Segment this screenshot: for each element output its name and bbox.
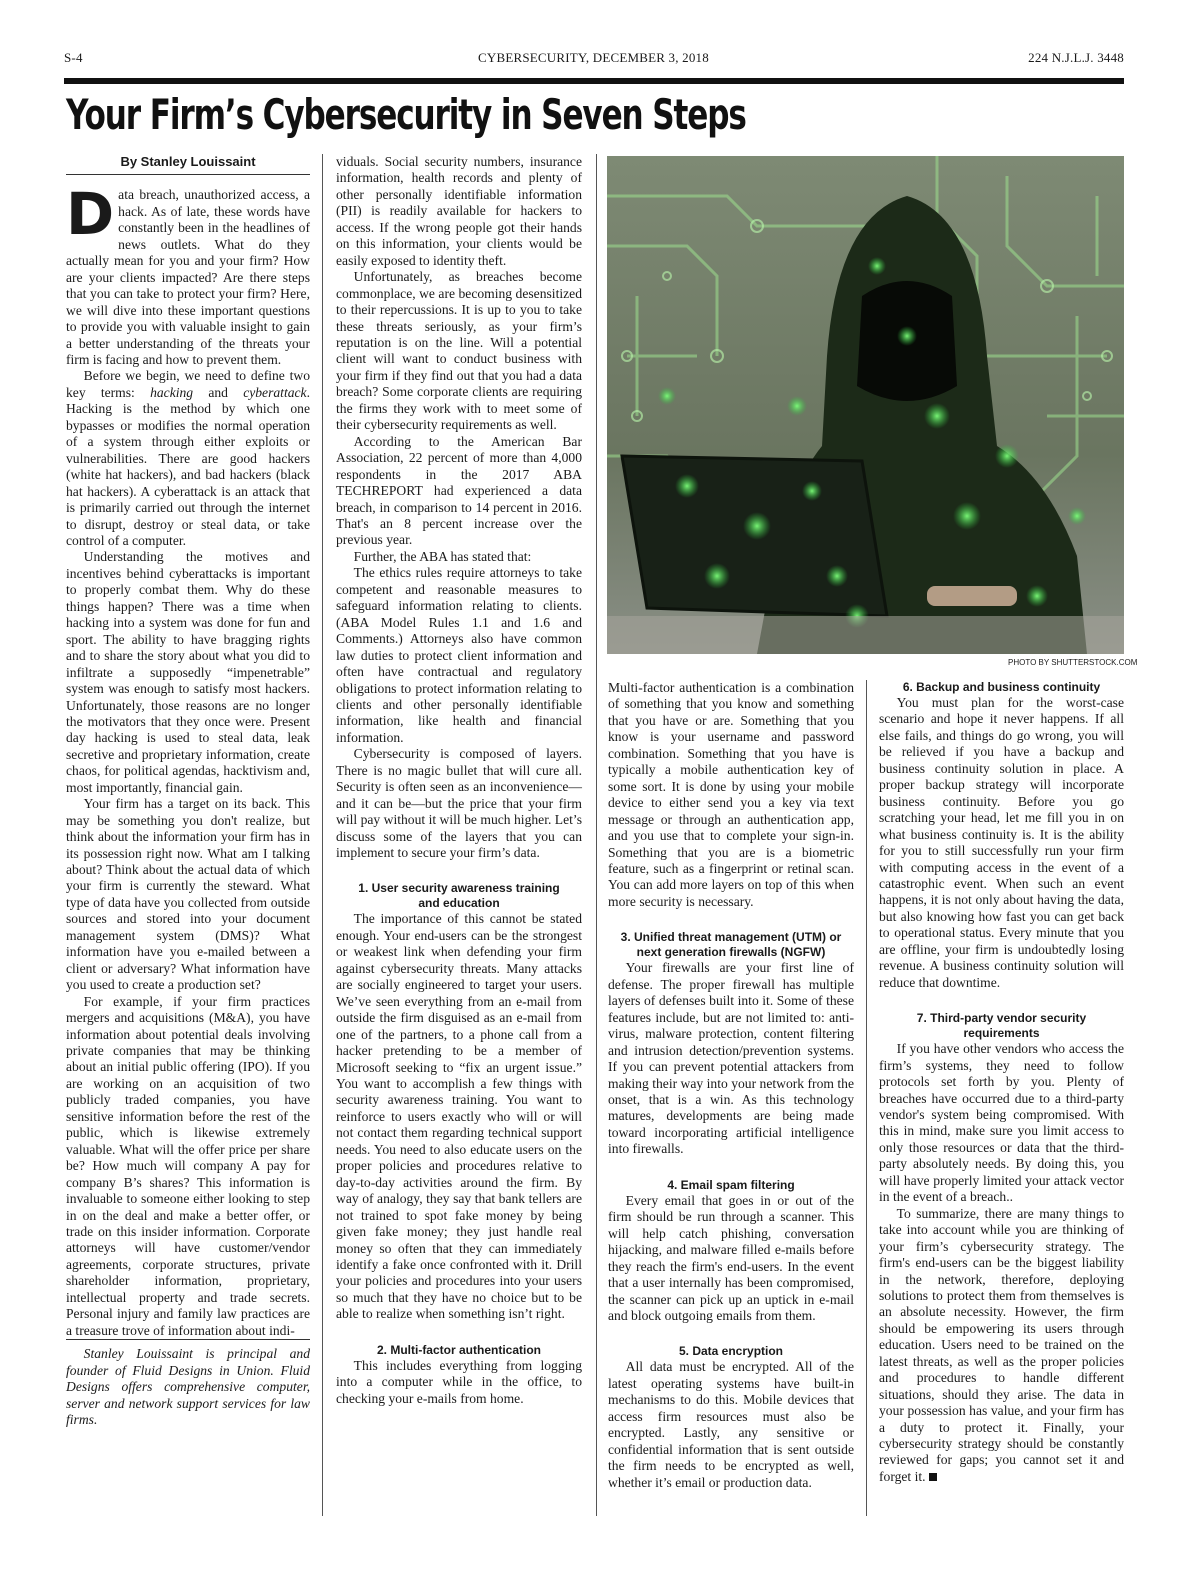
body-paragraph: Understanding the motives and incentives behind cyberattacks is important to properly combat them. Why do these things happen? There was a time when hacking into a system was done for fun and sport. The ability to have bragging rights and to share the story about what you did to infiltrate a supposedly “impenetrable” system was enough to satisfy most hackers. Unfortunately, those reasons are no longer the motivators that they once were. Present day hacking is used to steal data, leak secretive and proprietary information, create chaos, for political agendas, hacktivism and, most importantly, financial gain. <box>66 549 310 795</box>
column-3 <box>608 680 854 1491</box>
body-paragraph: For example, if your firm practices mergers and acquisitions (M&A), you have information about potential deals involving private companies that may be thinking about an initial public offering (IPO). If you are working on an acquisition of two publicly traded companies, you have sensitive information before the rest of the public, which is likewise extremely valuable. What will the offer price per share be? How much will company A pay for company B’s shares? This information is invaluable to someone either looking to step in on the deal and make a better offer, or trade on this insider information. Corporate attorneys will have customer/vendor agreements, corporate structures, private shareholder information, proprietary, intellectual property and trade secrets. Personal injury and family law practices are a treasure trove of information about indi- <box>66 993 310 1338</box>
section-heading-4: 4. Email spam filtering <box>667 1177 795 1192</box>
body-paragraph: Unfortunately, as breaches become commonplace, we are becoming desensitized to their repercussions. It is up to you to take these threats seriously, as your firm’s reputation is on the line. Will a potential client will want to conduct business with your firm if they find out that you had a data breach? Some corporate clients are requiring the firms they work with to meet some of their cybersecurity requirements as well. <box>336 269 582 433</box>
definitions-paragraph: Before we begin, we need to define two key terms: hacking and cyberattack. Hacking is the method by which one bypasses or modifies the normal operation of a system through either exploits or vulnerabilities. There are good hackers (white hat hackers), and bad hackers (black hat hackers). A cyberattack is an attack that is primarily carried out through the internet to disrupt, destroy or steal data, or take control of a computer. <box>66 368 310 548</box>
end-of-article-icon <box>929 1473 937 1481</box>
column-divider <box>322 154 323 1516</box>
body-paragraph: According to the American Bar Association, 22 percent of more than 4,000 respondents in the 2017 ABA TECHREPORT had experienced a data breach, in comparison to 14 percent in 2016. That's an 8 percent increase over the previous year. <box>336 433 582 548</box>
column-divider <box>596 154 597 1516</box>
body-paragraph: This includes everything from logging into a computer while in the office, to checking your e-mails from home. <box>336 1357 582 1406</box>
body-paragraph: Your firm has a target on its back. This may be something you don't realize, but think about the information your firm has in its possession right now. What am I talking about? Think about the actual data of which your firm is currently the steward. What type of data have you collected from outside sources and stored into your document management system (DMS)? What information have you e-mailed between a client or adversary? What information have you used to create a production set? <box>66 796 310 993</box>
block-quote: The ethics rules require attorneys to take competent and reasonable measures to safeguard information relating to clients. (ABA Model Rules 1.1 and 1.6 and Comments.) Attorneys also have common law duties to protect client information and often have contractual and regulatory obligations to protect information relating to clients and other personally identifiable information, like health and financial information. <box>336 565 582 745</box>
body-paragraph: Cybersecurity is composed of layers. There is no magic bullet that will cure all. Security is often seen as an inconvenience—and it can be—but the price that your firm will pay without it will be much higher. Let’s discuss some of the layers that you can implement to secure your firm’s data. <box>336 746 582 861</box>
header-rule <box>64 78 1124 84</box>
author-bio: Stanley Louissaint is principal and founder of Fluid Designs in Union. Fluid Designs offers comprehensive computer, server and network support services for law firms. <box>66 1339 310 1428</box>
lead-paragraph: Data breach, unauthorized access, a hack. As of late, these words have constantly been in the headlines of news outlets. What do they actually mean for you and your firm? How are your clients impacted? Are there steps that you can take to protect your firm? Here, we will dive into these important questions to provide you with valuable insight to gain a better understanding of the threats your firm is facing and how to prevent them. <box>66 180 310 367</box>
body-paragraph: viduals. Social security numbers, insurance information, health records and plenty of other personally identifiable information (PII) is readily available for hackers to access. If the wrong people got their hands on this information, your clients would be easily exposed to identity theft. <box>336 154 582 268</box>
body-paragraph: The importance of this cannot be stated enough. Your end-users can be the strongest or weakest link when defending your firm against cybersecurity threats. Many attacks are socially engineered to target your users. We’ve seen everything from an e-mail from outside the firm disguised as an e-mail from one of the partners, to a phone call from a hacker pretending to be a member of Microsoft seeking to “fix an urgent issue.” You want to accomplish a few things with security awareness training. You want to reinforce to users exactly who will or will not contact them regarding technical support needs. You need to also educate users on the proper policies and procedures relative to day-to-day activities around the firm. By way of analogy, they say that bank tellers are not trained to spot fake money by being given fake money; they just handle real money so often that they can immediately identify a fake once confronted with it. Drill your policies and procedures into your users so much that they have no choice but to be able to realize when something isn’t right. <box>336 911 582 1322</box>
drop-cap: D <box>66 180 115 249</box>
hooded-hacker-illustration <box>607 156 1124 654</box>
body-paragraph: Your firewalls are your first line of defense. The proper firewall has multiple layers of defenses built into it. Some of these features include, but are not limited to: anti-virus, malware protection, content filtering and intrusion detection/prevention systems. If you can prevent potential attackers from making their way into your network from the onset, that is a win. As this technology matures, developments are being made toward incorporating artificial intelligence into firewalls. <box>608 960 854 1157</box>
section-heading-1: 1. User security awareness training and education <box>358 881 560 911</box>
body-paragraph: If you have other vendors who access the firm’s systems, they need to follow protocols set forth by you. Plenty of breaches have occurred due to a third-party vendor's system being compromised. With this in mind, make sure you limit access to only those resources or data that the third-party absolutely needs. By doing this, you will have properly limited your attack vector in the event of a breach.. <box>879 1041 1124 1205</box>
column-divider <box>866 680 867 1516</box>
body-paragraph: You must plan for the worst-case scenario and hope it never happens. If all else fails, and things do go wrong, you will be relieved if you have a backup and business continuity solution in place. A proper backup strategy will incorporate business continuity. Before you go scratching your head, let me fill you in on what business continuity is. It is the ability for you to still successfully run your firm with computing access in the event of a catastrophic event. When such an event happens, it is not only about having the data, but also knowing how fast you can get back to operational status. Every minute that you are offline, your firm is undoubtedly losing revenue. A business continuity solution will reduce that downtime. <box>879 695 1124 990</box>
citation: 224 N.J.L.J. 3448 <box>1028 50 1124 65</box>
column-2 <box>336 154 582 1407</box>
article-title: Your Firm’s Cybersecurity in Seven Steps <box>66 90 746 139</box>
body-paragraph: All data must be encrypted. All of the latest operating systems have built-in mechanisms to do this. Mobile devices that access firm resources must also be encrypted. Lastly, any sensitive or confidential information that is sent outside the firm needs to be encrypted as well, whether it’s email or production data. <box>608 1359 854 1490</box>
section-heading-6: 6. Backup and business continuity <box>902 680 1101 694</box>
section-heading-3: 3. Unified threat management (UTM) or next generation firewalls (NGFW) <box>620 930 842 960</box>
byline: By Stanley Louissaint <box>66 154 310 175</box>
column-1 <box>66 154 310 1428</box>
body-paragraph: Multi-factor authentication is a combination of something that you know and something that you have or are. Something that you know is your username and password combination. Something that you have is typically a mobile authentication key of some sort. It is done by using your mobile device to either send you a key via text message or through an authentication app, and you use that to complete your sign-in. Something that you are is a biometric feature, such as a fingerprint or retinal scan. You can add more layers on top of this when more security is necessary. <box>608 680 854 909</box>
page-number: S-4 <box>64 50 83 65</box>
column-4 <box>879 680 1124 1485</box>
section-heading-7: 7. Third-party vendor security requirements <box>916 1011 1087 1041</box>
closing-paragraph: To summarize, there are many things to take into account while you are thinking of your firm’s cybersecurity strategy. The firm's end-users can be the biggest liability in the network, therefore, deploying solutions to protect them from themselves is an absolute necessity. However, the firm should be empowering its users through education. Users need to be trained on the latest threats, as well as the proper policies and procedures to handle different situations, should they arise. The data in your possession has value, and your firm has a duty to protect it. Finally, your cybersecurity strategy should be constantly reviewed for gaps; you cannot set it and forget it. <box>879 1205 1124 1484</box>
section-date: CYBERSECURITY, DECEMBER 3, 2018 <box>478 50 709 65</box>
photo-credit: PHOTO BY SHUTTERSTOCK.COM <box>1008 658 1138 667</box>
body-paragraph: Further, the ABA has stated that: <box>353 548 532 564</box>
body-paragraph: Every email that goes in or out of the firm should be run through a scanner. This will help catch phishing, conversation hijacking, and malware filled e-mails before they reach the firm's end-users. In the event that a user internally has been compromised, the scanner can pick up an uptick in e-mail and block outgoing emails from them. <box>608 1192 854 1323</box>
section-heading-5: 5. Data encryption <box>678 1344 784 1359</box>
hacker-photo <box>607 156 1124 654</box>
section-heading-2: 2. Multi-factor authentication <box>376 1342 541 1357</box>
